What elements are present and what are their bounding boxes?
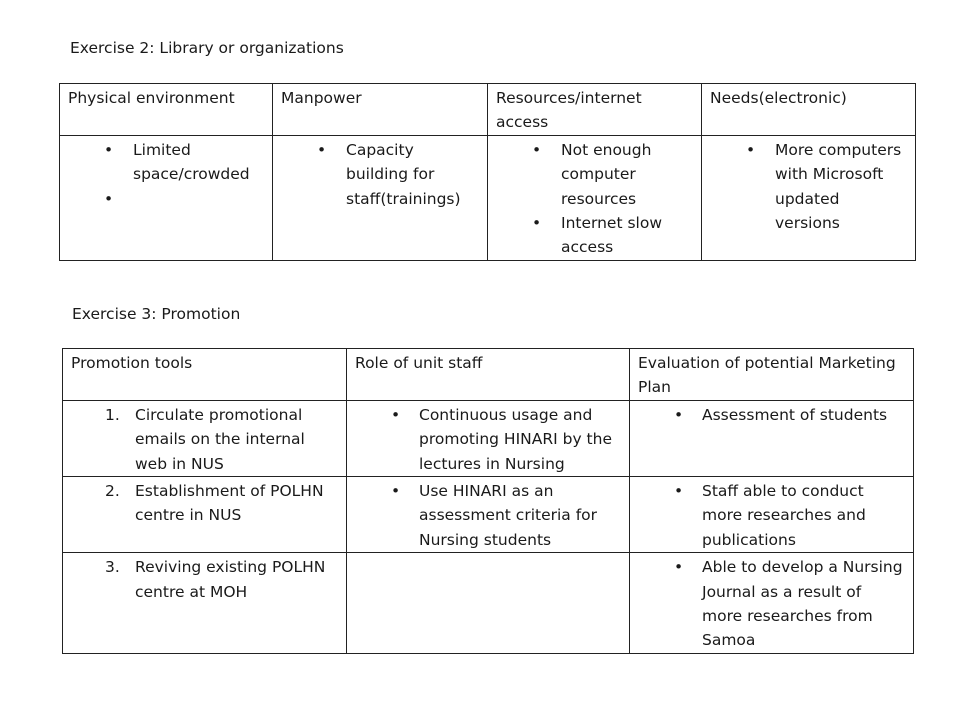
- bullet-icon: •: [391, 482, 401, 501]
- list-item-text: Not enough computer resources: [561, 140, 652, 208]
- role-text: Continuous usage and promoting HINARI by the lectures in Nursing: [419, 405, 612, 473]
- list-item: [71, 555, 338, 604]
- list-item-text: More computers with Microsoft updated versions: [775, 140, 902, 233]
- column-header-needs: Needs(electronic): [702, 84, 916, 136]
- table-cell: [630, 553, 914, 654]
- exercise-3-table: [62, 348, 914, 654]
- table-row: [60, 135, 916, 260]
- column-header-evaluation: Evaluation of potential Marketing Plan: [630, 349, 914, 401]
- promotion-tool-text: Establishment of POLHN centre in NUS: [135, 482, 324, 525]
- bullet-icon: •: [532, 214, 542, 233]
- table-cell: [347, 400, 630, 476]
- list-item: [496, 138, 693, 211]
- list-item: [710, 138, 907, 236]
- list-item: [638, 403, 905, 427]
- bullet-icon: •: [391, 405, 401, 424]
- bullet-icon: •: [674, 482, 684, 501]
- list-item: [355, 403, 621, 476]
- numbered-list: [71, 479, 338, 528]
- evaluation-text: Assessment of students: [702, 405, 888, 424]
- evaluation-text: Able to develop a Nursing Journal as a result of more researches from Samoa: [702, 558, 903, 650]
- bullet-list: [281, 138, 479, 211]
- table-cell: [702, 135, 916, 260]
- bullet-list: [710, 138, 907, 236]
- column-header-resources: Resources/internet access: [488, 84, 702, 136]
- list-item-text: Internet slow access: [561, 214, 663, 257]
- exercise-3-heading: Exercise 3: Promotion: [72, 305, 241, 323]
- bullet-icon: •: [532, 140, 542, 159]
- list-item: [638, 555, 905, 653]
- list-item: [281, 138, 479, 211]
- table-row: [63, 477, 914, 553]
- table-header-row: [63, 349, 914, 401]
- column-header-promotion-tools: Promotion tools: [63, 349, 347, 401]
- bullet-list: [638, 479, 905, 552]
- column-header-role-of-unit-staff: Role of unit staff: [347, 349, 630, 401]
- list-item: [71, 403, 338, 476]
- table-cell: [63, 400, 347, 476]
- list-item: [68, 187, 264, 211]
- bullet-icon: •: [674, 405, 684, 424]
- promotion-tool-text: Reviving existing POLHN centre at MOH: [135, 558, 326, 601]
- bullet-icon: •: [317, 140, 327, 159]
- list-number: 1.: [105, 405, 120, 424]
- list-item-text: Limited space/crowded: [133, 140, 250, 184]
- table-cell: [273, 135, 488, 260]
- bullet-list: [638, 555, 905, 653]
- list-item: [638, 479, 905, 552]
- bullet-icon: •: [104, 140, 114, 159]
- bullet-icon: •: [104, 189, 114, 208]
- numbered-list: [71, 555, 338, 604]
- table-cell: [347, 553, 630, 654]
- table-cell: [630, 400, 914, 476]
- bullet-list: [355, 479, 621, 552]
- table-cell: [63, 477, 347, 553]
- table-cell: [488, 135, 702, 260]
- list-item: [355, 479, 621, 552]
- bullet-icon: •: [674, 558, 684, 577]
- table-row: [63, 553, 914, 654]
- exercise-2-table: [59, 83, 916, 261]
- list-item-text: Capacity building for staff(trainings): [346, 140, 461, 208]
- list-number: 3.: [105, 558, 120, 577]
- promotion-tool-text: Circulate promotional emails on the internal web in NUS: [135, 405, 305, 473]
- role-text: Use HINARI as an assessment criteria for Nursing students: [419, 482, 598, 549]
- column-header-physical-environment: Physical environment: [60, 84, 273, 136]
- bullet-list: [68, 138, 264, 211]
- list-item: [496, 211, 693, 260]
- table-cell: [347, 477, 630, 553]
- column-header-manpower: Manpower: [273, 84, 488, 136]
- table-row: [63, 400, 914, 476]
- table-cell: [60, 135, 273, 260]
- table-cell: [630, 477, 914, 553]
- bullet-list: [496, 138, 693, 260]
- bullet-list: [355, 403, 621, 476]
- bullet-icon: •: [746, 140, 756, 159]
- exercise-2-heading: Exercise 2: Library or organizations: [70, 39, 344, 57]
- evaluation-text: Staff able to conduct more researches and publications: [702, 482, 866, 549]
- list-item: [71, 479, 338, 528]
- bullet-list: [638, 403, 905, 427]
- table-header-row: [60, 84, 916, 136]
- numbered-list: [71, 403, 338, 476]
- list-number: 2.: [105, 482, 120, 501]
- list-item: [68, 138, 264, 187]
- table-cell: [63, 553, 347, 654]
